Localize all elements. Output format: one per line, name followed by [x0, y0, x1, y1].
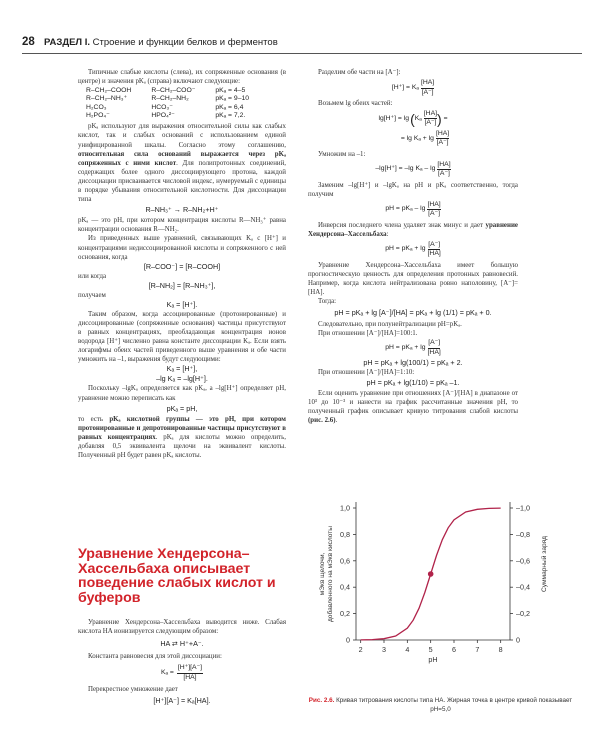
- x-tick-label: 8: [498, 645, 503, 654]
- formula-minus-lg: –lg[H⁺] = –lg Kₐ – lg [HA] [A⁻]: [375, 160, 451, 178]
- acid-cell-acid: H₂CO₃: [86, 103, 107, 111]
- bold-statement: относительная сила оснований выражается через pKₐ сопряженных с ними кислот: [78, 150, 286, 167]
- formula-log: –lg Kₐ = –lg[H⁺].: [156, 374, 208, 384]
- y-axis-label-left-1: мЭкв щелочи,: [319, 552, 326, 596]
- paragraph: При отношении [A⁻]/[HA]=100:1.: [318, 330, 418, 338]
- bold-term: уравнение Хендерсона–Хассельбаха: [308, 221, 518, 238]
- right-column: [308, 68, 518, 425]
- formula-ka: Kₐ = [H⁺],: [166, 364, 198, 374]
- y-tick-label-left: 0,8: [340, 529, 350, 539]
- formula-ionization: HA ⇄ H⁺+A⁻.: [160, 639, 204, 649]
- formula-ph-minus: pH = pKₐ – lg [HA] [A⁻]: [385, 200, 441, 218]
- section-heading: Уравнение Хендерсона–Хассельбаха описывает поведение слабых кислот и буферов: [78, 546, 276, 606]
- formula-lg-h: lg[H⁺] = lg ( Kₐ [HA] [A⁻] ) =: [378, 110, 448, 127]
- x-tick-label: 6: [452, 645, 456, 654]
- figure-caption: [298, 697, 583, 714]
- section-label: РАЗДЕЛ I.: [44, 37, 91, 48]
- acid-cell-pk: pKₐ = 4–5: [215, 87, 246, 95]
- x-tick-label: 5: [428, 645, 433, 654]
- paragraph: Константа равновесия для этой диссоциации:: [88, 653, 222, 661]
- y-axis-label-right: Суммарный заряд: [541, 536, 548, 592]
- paragraph: то есть pKₐ кислотной группы — это pH, при котором протонированные и депротонированные частицы присутствуют в равных концентрациях. pKₐ для кислоты можно определить, добавляя 0,5 эквивалента щелочи на эквивалент кислоты. Полученный pH будет равен pKₐ кислоты.: [78, 415, 286, 459]
- paragraph: Уравнение Хендерсона–Хассельбаха имеет большую прогностическую ценность для определения протонных равновесий. Например, когда кислота нейтрализована ровно наполовину, [A⁻]=[HA].: [308, 261, 518, 296]
- acid-cell-pk: pKₐ = 6,4: [215, 103, 244, 111]
- bold-statement: pKₐ кислотной группы — это pH, при котором протонированные и депротонированные частицы присутствуют в равных концентрациях: [78, 415, 286, 441]
- acid-cell-acid: R–CH₂–COOH: [86, 87, 132, 95]
- left-column-bottom: [78, 618, 286, 708]
- paragraph: или когда: [78, 272, 107, 280]
- acid-table: [86, 87, 269, 120]
- y-tick-label-left: 0,2: [340, 609, 350, 619]
- y-tick-label-left: 1,0: [340, 503, 350, 513]
- y-tick-label-right: –0,2: [516, 609, 530, 619]
- formula-equilibrium-constant: Kₐ = $\frac{[H^+][A^-]}{[HA]}$: [160, 664, 203, 681]
- acid-cell-base: HPO₄²⁻: [151, 112, 175, 120]
- x-tick-label: 7: [475, 645, 480, 654]
- paragraph: Если оценить уравнение при отношениях [A⁻]/[HA] в диапазоне от 10³ до 10⁻³ и нанести на график рассчитанные значения pH, то полученный график описывает кривую титрования слабой кислоты (рис. 2.6).: [308, 390, 518, 425]
- paragraph: pKₐ — это pH, при котором концентрация кислоты R—NH₃⁺ равна концентрации основания R—NH₂.: [78, 217, 286, 234]
- acid-cell-acid: R–CH₂–NH₃⁺: [86, 95, 128, 103]
- acid-row: [86, 95, 269, 103]
- formula-ratio-100: pH = pKₐ + lg [A⁻] [HA]: [385, 339, 441, 356]
- paragraph: получаем: [78, 291, 106, 299]
- page-header: [22, 36, 582, 54]
- acid-cell-base: R–CH₂–NH₂: [151, 95, 189, 103]
- y-axis-label-left-2: добавленного на мЭкв кислоты: [327, 525, 334, 623]
- titration-chart: [298, 480, 588, 692]
- y-tick-label-right: –0,4: [516, 582, 530, 592]
- formula-equal-conc-2: [R–NH₂] = [R–NH₃⁺],: [148, 280, 216, 290]
- y-tick-label-left: 0: [346, 635, 350, 645]
- y-tick-label-right: 0: [516, 635, 520, 645]
- formula-plus-two: pH = pKₐ + lg(100/1) = pKₐ + 2.: [363, 358, 463, 367]
- half-neutralization-point: [428, 571, 434, 577]
- left-column-top: [78, 68, 286, 460]
- figure-caption-text: Кривая титрования кислоты типа HA. Жирная точка в центре кривой показывает pH=5,0: [336, 697, 573, 713]
- paragraph: Умножим на –1:: [318, 150, 366, 158]
- paragraph: Возьмем lg обеих частей:: [318, 99, 393, 107]
- paragraph: При отношении [A⁻]/[HA]=1:10:: [318, 369, 415, 376]
- acid-cell-base: R–CH₂–COO⁻: [151, 87, 196, 95]
- acid-cell-acid: H₂PO₄⁻: [86, 112, 110, 120]
- formula-h-equals: [H⁺] = Kₐ [HA] [A⁻]: [391, 79, 435, 96]
- formula-dissociation: R–NH₃⁺ → R–NH₂+H⁺: [145, 205, 219, 215]
- x-tick-label: 4: [405, 645, 410, 654]
- formula-lg-sum: = lg Kₐ + lg [HA] [A⁻]: [400, 129, 450, 147]
- running-head: [44, 37, 278, 48]
- formula-equal-conc-1: [R–COO⁻] = [R–COOH]: [143, 261, 221, 271]
- acid-cell-base: HCO₃⁻: [151, 103, 173, 111]
- acid-cell-pk: pKₐ = 9–10: [215, 95, 250, 103]
- formula-cross-multiply: [H⁺][A⁻] = Kₐ[HA].: [153, 696, 211, 706]
- header-rule: [22, 53, 582, 54]
- acid-table-body: [86, 87, 269, 120]
- formula-ka-equals-h: Kₐ = [H⁺].: [166, 299, 198, 309]
- paragraph: Поскольку –lgKₐ определяется как pKₐ, а –lg[H⁺] определяет pH, уравнение можно переписать как: [78, 385, 286, 402]
- paragraph: Перекрестное умножение дает: [88, 686, 178, 694]
- paragraph: Инверсия последнего члена удаляет знак минус и дает уравнение Хендерсона–Хассельбаха:: [308, 221, 518, 238]
- paragraph: pKₐ используют для выражения относительной силы как слабых кислот, так и слабых оснований с использованием единой унифицированной шкалы. Согласно этому соглашению, относительная сила оснований выражается через pKₐ сопряженных с ними кислот. Для полипротонных соединений, содержащих более одного диссоциирующего протона, каждой диссоциации присваивается числовой индекс, нумеруемый с единицы в порядке убывания относительной кислотности. Для диссоциации типа: [78, 123, 286, 204]
- y-tick-label-left: 0,4: [340, 582, 350, 592]
- acid-row: [86, 104, 269, 112]
- acid-row: [86, 112, 269, 120]
- section-title: Строение и функции белков и ферментов: [92, 37, 278, 48]
- paragraph: Из приведенных выше уравнений, связывающих Kₐ с [H⁺] и концентрациями недиссоциированной кислоты и сопряженного с ней основания, когда: [78, 235, 286, 261]
- paragraph: Уравнение Хендерсона–Хассельбаха выводится ниже. Слабая кислота HA ионизируется следующим образом:: [78, 619, 286, 636]
- paragraph: Заменим –lg[H⁺] и –lgKₐ на pH и pKₐ соответственно, тогда получим: [308, 181, 518, 198]
- paragraph: Типичные слабые кислоты (слева), их сопряженные основания (в центре) и значения pKₐ (справа) включают следующие:: [78, 69, 286, 86]
- paragraph: Тогда:: [318, 297, 337, 305]
- formula-pk-equals-ph: pKₐ = pH,: [166, 403, 198, 413]
- figure-reference: (рис. 2.6): [308, 417, 336, 425]
- y-tick-label-right: –0,8: [516, 529, 530, 539]
- x-axis-label: pH: [428, 655, 438, 664]
- y-tick-label-right: –1,0: [516, 503, 530, 513]
- chart-svg: [298, 480, 588, 692]
- formula-half-neutral: pH = pKₐ + lg [A⁻]/[HA] = pKₐ + lg (1/1) = pKₐ + 0.: [334, 308, 492, 317]
- figure-caption-label: Рис. 2.6.: [308, 697, 335, 704]
- formula-henderson-hasselbalch: pH = pKₐ + lg [A⁻] [HA]: [385, 240, 441, 258]
- acid-row: [86, 87, 269, 95]
- y-tick-label-left: 0,6: [340, 556, 350, 566]
- x-tick-label: 2: [358, 645, 363, 654]
- paragraph: Таким образом, когда ассоциированные (протонированные) и диссоциированные (сопряженные основания) частицы присутствуют в равных концентрациях, преобладающая концентрация ионов водорода [H⁺] численно равна константе диссоциации Kₐ. Если взять логарифмы обеих частей приведенного выше уравнения и обе части умножить на –1, выражения будут следующими:: [78, 310, 286, 364]
- acid-cell-pk: pKₐ = 7,2.: [215, 112, 246, 120]
- paragraph: Следовательно, при полунейтрализации pH=pKₐ.: [318, 321, 462, 328]
- paragraph: Разделим обе части на [A⁻]:: [318, 69, 401, 76]
- formula-minus-one: pH = pKₐ + lg(1/10) = pKₐ –1.: [366, 378, 460, 388]
- page-number: 28: [22, 36, 35, 48]
- x-tick-label: 3: [382, 645, 386, 654]
- y-tick-label-right: –0,6: [516, 556, 530, 566]
